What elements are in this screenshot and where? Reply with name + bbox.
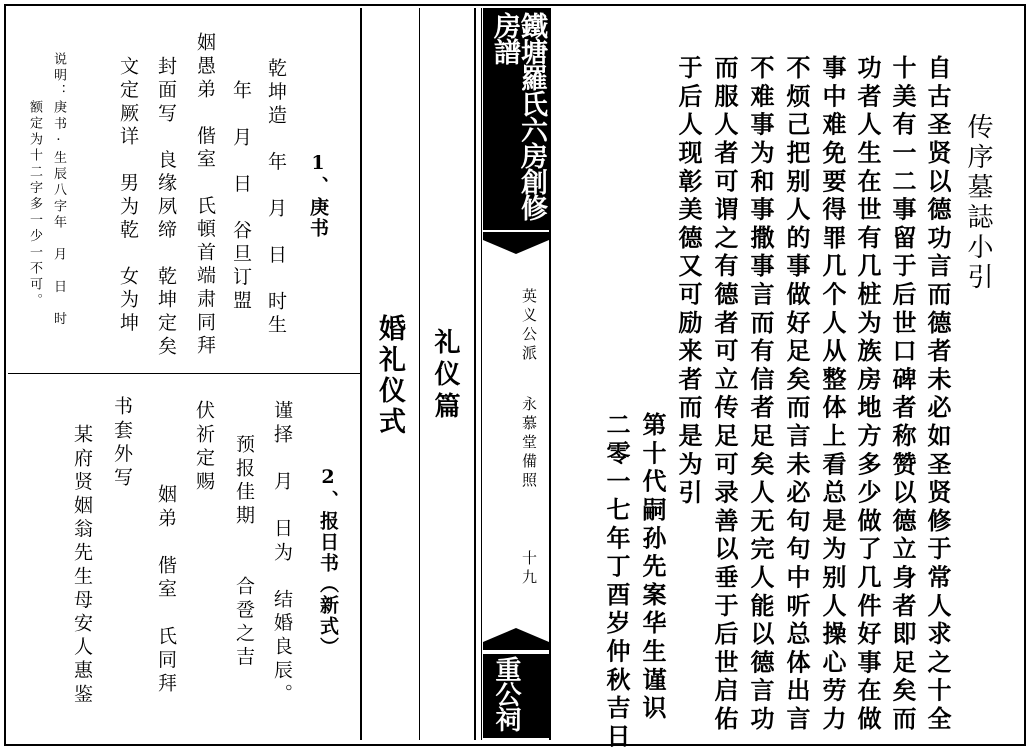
hall-label: 永慕堂備照: [520, 396, 538, 491]
text-line: 而服人者可谓之有德者可立传足可录善以垂于后世启佑: [710, 55, 739, 735]
branch-label: 英义公派: [520, 288, 538, 364]
divider-line: [8, 373, 360, 374]
gengshu-line: 文定厥详 男为乾 女为坤: [117, 56, 139, 336]
text-line: 不难事为和事撒事言而有信者足矣人无完人能以德言功: [746, 55, 775, 735]
chapter-title: 礼仪篇: [430, 328, 460, 424]
gengshu-note: 额定为十二字多一少一不可。: [27, 100, 42, 310]
baorishu-heading: 2、报日书（新式）: [317, 466, 339, 658]
date: 二零一七年丁酉岁仲秋吉日: [602, 412, 631, 752]
text-line: 事中难免要得罪几个人从整体上看总是为别人操心劳力: [818, 55, 847, 735]
book-title-block: [483, 8, 549, 230]
baorishu-line: 某府贤姻翁先生母安人惠鉴: [71, 424, 93, 708]
text-line: 不烦己把别人的事做好足矣而言未必句句中听总体出言: [782, 55, 811, 735]
text-line: 于后人现彰美德又可励来者而是为引: [674, 55, 703, 508]
gengshu-line: 乾坤造 年 月 日 时生: [265, 58, 287, 338]
gengshu-line: 年 月 日 谷旦订盟: [230, 80, 252, 313]
text-line: 功者人生在世有几桩为族房地方多少做了几件好事在做: [853, 55, 882, 735]
baorishu-line: 书套外写: [111, 396, 133, 491]
ornament-top: [483, 232, 549, 254]
gengshu-heading: 1、庚书: [307, 152, 329, 239]
baorishu-line: 预报佳期 合卺之吉: [233, 434, 255, 670]
section-title: 婚礼仪式: [374, 314, 405, 438]
signature: 第十代嗣孙先案华生谨识: [638, 412, 667, 724]
publisher-block: [483, 654, 549, 738]
gengshu-line: 姻愚弟 偕室 氏頓首端肃同拜: [194, 32, 216, 359]
gengshu-line: 封面写 良缘夙缔 乾坤定矣: [155, 56, 177, 359]
divider-line: [481, 8, 482, 740]
baorishu-line: 伏祈定赐: [193, 400, 215, 495]
baorishu-line: 姻弟 偕室 氏同拜: [155, 484, 177, 697]
page-number: 十九: [520, 550, 538, 588]
text-line: 十美有一二事留于后世口碑者称赞以德立身者即足矣而: [888, 55, 917, 735]
divider-line: [474, 8, 476, 740]
divider-line: [360, 8, 362, 740]
ornament-bottom: [483, 628, 549, 650]
book-title: 鐵塘羅氏六房創修房譜: [489, 12, 547, 220]
text-line: 自古圣贤以德功言而德者未必如圣贤修于常人求之十全: [923, 55, 952, 735]
publisher: 重公祠: [491, 656, 521, 731]
gengshu-note: 说明：庚书·生辰八字年 月 日 时: [51, 52, 66, 328]
page-title: 传序墓誌小引: [963, 113, 993, 293]
divider-line: [419, 8, 420, 740]
divider-line: [549, 8, 551, 740]
baorishu-line: 谨择 月 日为 结婚良辰。: [271, 400, 293, 707]
